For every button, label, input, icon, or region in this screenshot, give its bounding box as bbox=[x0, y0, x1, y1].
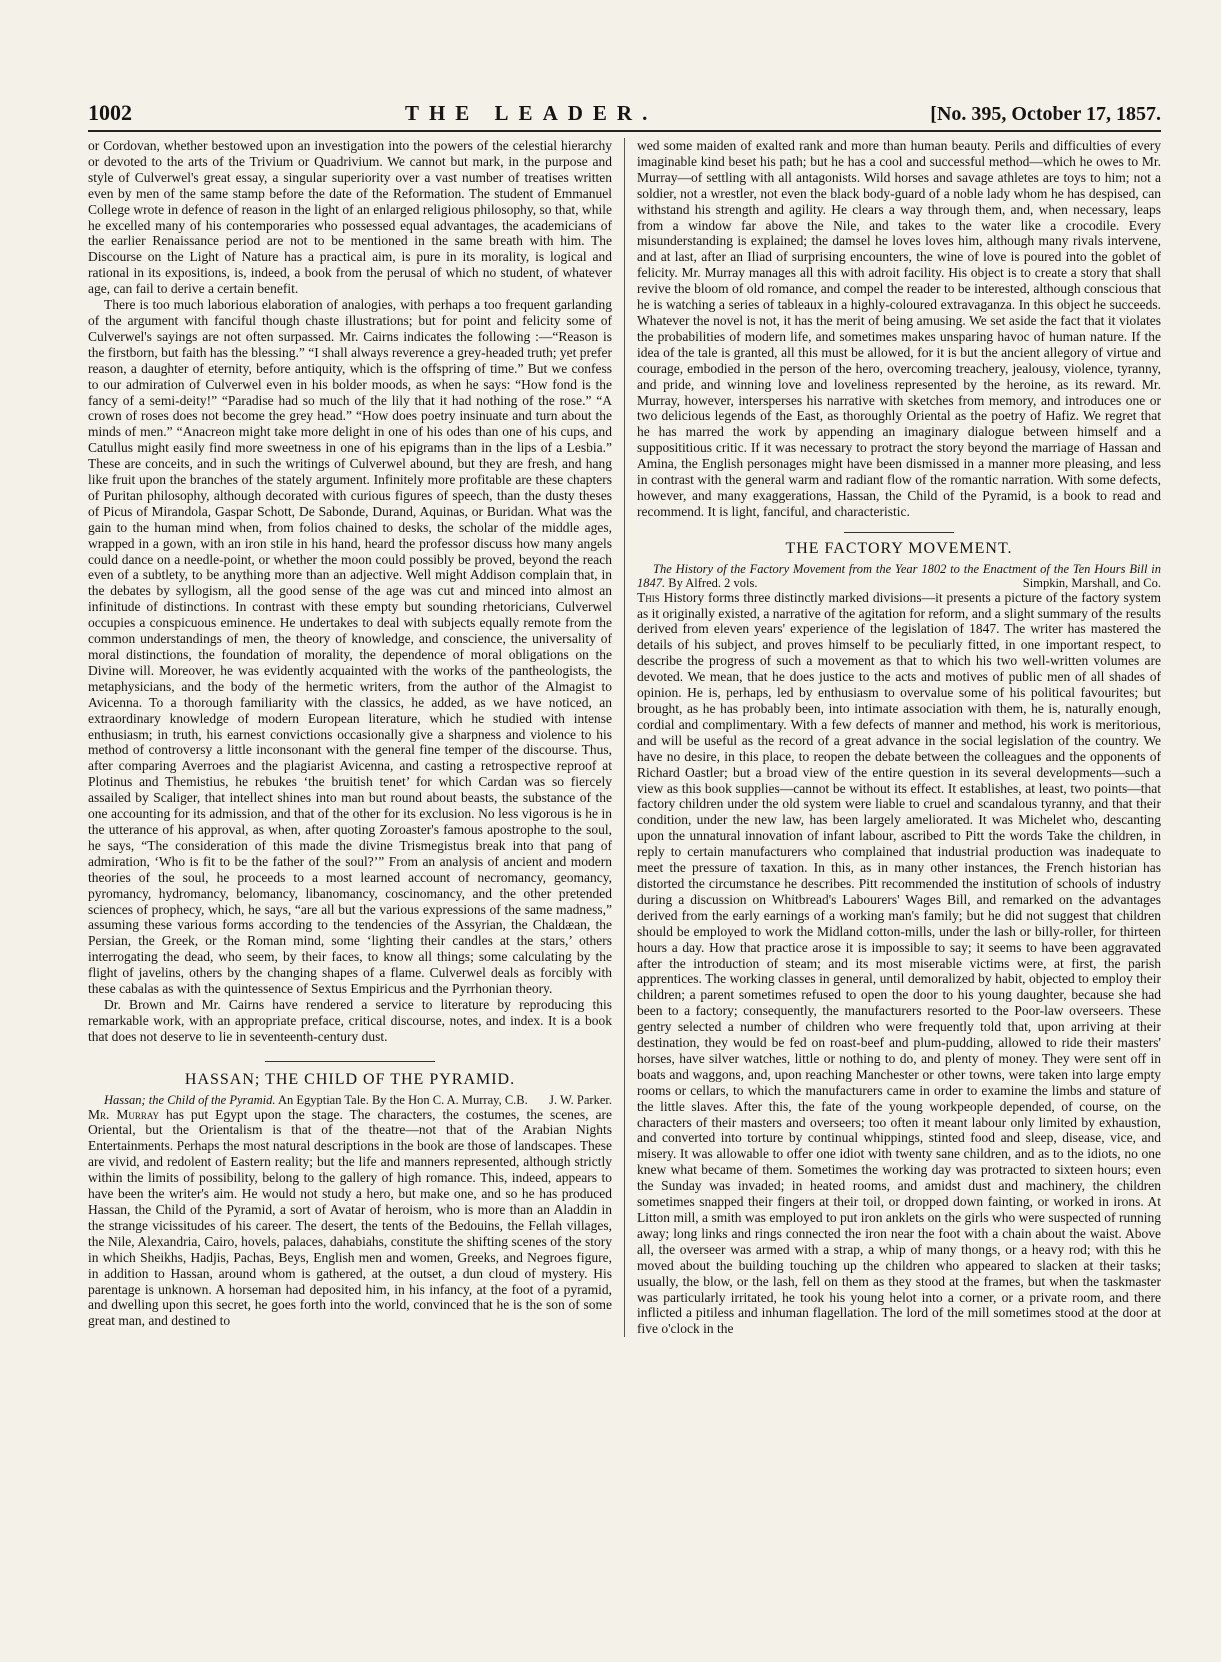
publication-title: THE LEADER. bbox=[404, 101, 658, 125]
hassan-book-details: An Egyptian Tale. By the Hon C. A. Murray, C.B. bbox=[277, 1092, 528, 1107]
columns bbox=[88, 138, 1161, 1337]
hassan-review-paragraph bbox=[88, 1107, 612, 1330]
page-number: 1002 bbox=[88, 100, 132, 125]
factory-book-title: The History of the Factory Movement from the Year 1802 to the Enactment of the Ten Hours Bill in 1847. bbox=[637, 561, 1161, 590]
factory-publisher: Simpkin, Marshall, and Co. bbox=[1022, 575, 1161, 590]
hassan-review-continuation: wed some maiden of exalted rank and more than human beauty. Perils and difficulties of every imaginable kind beset his path; but he has a cool and successful method—which he owes to Mr. Murray—of settling with all antagonists. Wild horses and savage athletes are toys to him; not a soldier, not a wrestler, not even the black body-guard of a noble lady whom he has despised, can withstand his strength and agility. He clears a way through them, and, when necessary, leaps from a window far above the Nile, and takes to the water like a crocodile. Every misunderstanding is explained; the damsel he loves loves him, although many rivals intervene, and at last, after an Iliad of surprising encounters, the wine of love is poured into the goblet of felicity. Mr. Murray manages all this with adroit facility. His object is to create a story that shall revive the bloom of old romance, and compel the reader to be interested, although conscious that he is watching a series of tableaux in a highly-coloured extravaganza. In this object he succeeds. Whatever the novel is not, it has the merit of being amusing. We set aside the fact that it violates the probabilities of modern life, and sometimes makes unsparing havoc of human nature. If the idea of the tale is granted, all this must be allowed, for it is but the ancient allegory of virtue and courage, embodied in the person of the hero, overcoming treachery, jealousy, violence, tyranny, and pride, and winning love and loveliness represented by the heroine, as its reward. Mr. Murray, however, intersperses his narrative with sketches from memory, and introduces one or two delicious legends of the East, as thoroughly Oriental as the poetry of Hafiz. We regret that he has marred the work by appending an imaginary dialogue between himself and a supposititious critic. If it was necessary to protract the story beyond the marriage of Hassan and Amina, the English personages might have been dismissed in a manner more pleasing, and less in contrast with the general warm and radiant flow of the romantic narration. With some defects, however, and many exaggerations, Hassan, the Child of the Pyramid, is a book to read and recommend. It is light, fanciful, and characteristic. bbox=[637, 138, 1161, 519]
section-divider bbox=[265, 1061, 435, 1062]
culverwel-continuation-paragraph: or Cordovan, whether bestowed upon an investigation into the powers of the celestial hierarchy or devoted to the arts of the Trivium or Quadrivium. We cannot but mark, in the purpose and style of Culverwel's great essay, a singular superiority over a vast number of treatises written even by men of the same stamp before the date of the Reformation. The student of Emmanuel College wrote in defence of reason in the light of an enlarged religious philosophy, so that, while he excelled many of his contemporaries who possessed equal advantages, the academicians of the earlier Renaissance period are not to be mentioned in the same breath with him. The Discourse on the Light of Nature has a practical aim, is pure in its morality, is logical and rational in its expositions, is, indeed, a book from the perusal of which no student, of whatever age, can fail to derive a certain benefit. bbox=[88, 138, 612, 297]
page-header bbox=[88, 100, 1161, 132]
factory-heading: THE FACTORY MOVEMENT. bbox=[785, 539, 1013, 557]
factory-lead-in: This bbox=[637, 589, 660, 605]
hassan-publisher: J. W. Parker. bbox=[549, 1092, 612, 1107]
factory-review-paragraph bbox=[637, 590, 1161, 1338]
hassan-heading: HASSAN; THE CHILD OF THE PYRAMID. bbox=[184, 1070, 516, 1088]
hassan-lead-in: Mr. Murray bbox=[88, 1106, 160, 1122]
factory-book-details: By Alfred. 2 vols. bbox=[668, 575, 758, 590]
closing-paragraph: Dr. Brown and Mr. Cairns have rendered a service to literature by reproducing this remarkable work, with an appropriate preface, critical discourse, notes, and index. It is a book that does not deserve to lie in seventeenth-century dust. bbox=[88, 996, 612, 1044]
issue-info: [No. 395, October 17, 1857. bbox=[930, 103, 1161, 125]
analogies-paragraph: There is too much laborious elaboration of analogies, with perhaps a too frequent garlanding of the argument with fanciful though chaste illustrations; but for point and felicity some of Culverwel's sayings are not often surpassed. Mr. Cairns indicates the following :—“Reason is the firstborn, but faith has the blessing.” “I shall always reverence a grey-headed truth; yet prefer reason, a daughter of eternity, before antiquity, which is the offspring of time.” But we confess to our admiration of Culverwel even in his bolder moods, as when he says: “How fond is the fancy of a semi-deity!” “Paradise had so much of the lily that it had nothing of the rose.” “A crown of roses does not become the grey head.” “How does poetry insinuate and turn about the minds of men.” “Anacreon might take more delight in one of his odes than one of his cups, and Catullus might easily find more sweetness in one of his epigrams than in the lips of a Lesbia.” These are conceits, and in such the writings of Culverwel abound, but they are fresh, and hang like fruit upon the branches of the stately argument. Infinitely more profitable are these chapters of Puritan philosophy, although decorated with curious figures of speech, than the dusty theses of Picus of Mirandola, Gaspar Schott, De Sabonde, Durand, Aquinas, or Buridan. What was the gain to the human mind when, from folios chained to desks, the scholar of the middle ages, wrapped in a gown, with an iron stile in his hand, heard the professor discuss how many angels could dance on a needle-point, or whether the moon could possibly be proved, beyond the reach even of a subtlety, to be anything more than an adjective. Well might Addison complain that, in the debates by syllogism, all the good sense of the age was cut and minced into almost an infinitude of distinctions. In contrast with these empty but sounding rhetoricians, Culverwel occupies a conspicuous eminence. He undertakes to deal with subjects equally remote from the common understandings of men, the theory of knowledge, and conscience, the universality of moral distinctions, the foundation of morality, the dependence of moral obligations on the Divine will. Moreover, he was evidently acquainted with the works of the pantheologists, the metaphysicians, and the body of the hermetic writers, from the author of the Almagist to Avicenna. To a thorough familiarity with the classics, he added, as we have noticed, an extraordinary knowledge of modern European literature, which he studied with intense enthusiasm; in truth, his earnest convictions occasionally give a sharpness and violence to his method of controversy a little inconsonant with the general fine temper of the discourse. Thus, after comparing Averroes and the plagiarist Avicenna, and casting a retrospective reproof at Plotinus and Themistius, he rebukes ‘the bruitish tenet’ for which Cardan was so fiercely assailed by Scaliger, that intellect shines into man but round about beasts, the substance of the one accounting for its admission, and that of the other for its exclusion. No less vigorous is he in the utterance of his approval, as when, after quoting Zoroaster's famous apostrophe to the soul, he says, “The consideration of this made the divine Trismegistus break into that pang of admiration, ‘Who is fit to be the father of the soul?’” From an analysis of ancient and modern theories of the soul, he proceeds to a most learned account of necromancy, geomancy, pyromancy, hydromancy, belomancy, libanomancy, coscinomancy, and the other pretended sciences of prophecy, which, he says, “are all but the various expressions of the same madness,” assuming these various forms according to the tendencies of the Assyrian, the Chaldæan, the Persian, the Greek, or the Roman mind, some ‘lighting their candles at the stars,’ others interrogating the dead, who seem, by their faces, to know all things; some calculating by the flight of javelins, others by the changing shapes of a flame. Culverwel deals as forcibly with these cabalas as with the quintessence of Sextus Empiricus and the Pyrrhonian theory. bbox=[88, 297, 612, 997]
hassan-review-text: has put Egypt upon the stage. The characters, the costumes, the scenes, are Oriental, but the Orientalism is that of the theatre—not that of the Arabian Nights Entertainments. Perhaps the most natural descriptions in the book are those of landscapes. These are vivid, and redolent of Eastern reality; but the life and manners represented, although strictly within the limits of possibility, belong to the gallery of high romance. This, indeed, appears to have been the writer's aim. He would not study a hero, but make one, and so he has produced Hassan, the Child of the Pyramid, a sort of Avatar of heroism, who is more than an Aladdin in the strange vicissitudes of his career. The desert, the tents of the Bedouins, the Fellah villages, the Nile, Alexandria, Cairo, hovels, palaces, dahabiahs, constitute the shifting scenes of the story in which Sheikhs, Hadjis, Pachas, Beys, English men and women, Greeks, and Negroes figure, in addition to Hassan, around whom is gathered, at the outset, a dun cloud of mystery. His parentage is unknown. A horseman had deposited him, in his infancy, at the foot of a pyramid, and dwelling upon this secret, he goes forth into the world, convinced that he is the son of some great man, and destined to bbox=[88, 1106, 612, 1329]
factory-citation bbox=[637, 562, 1161, 590]
left-column bbox=[88, 138, 612, 1337]
factory-review-text: History forms three distinctly marked divisions—it presents a picture of the factory system as it originally existed, a narrative of the agitation for reform, and a slight summary of the results derived from eleven years' experience of the legislation of 1847. The writer has mastered the details of his subject, and proves himself to be peculiarly fitted, in one important respect, to describe the progress of such a movement as that to which his two well-written volumes are devoted. We mean, that he does justice to the acts and motives of public men of all shades of opinion. He is, perhaps, led by enthusiasm to overvalue some of his political favourites; but brought, as he has probably been, into intimate association with them, he is, naturally enough, cordial and complimentary. With a few defects of manner and method, his work is meritorious, and will be useful as the record of a great advance in the social legislation of the country. We have no desire, in this place, to reopen the debate between the colleagues and the opponents of Richard Oastler; but a broad view of the entire question in its several developments—such a view as this book supplies—cannot be without its effect. It establishes, at least, two points—that factory children under the old system were liable to cruel and scandalous tyranny, and that their condition, under the new law, has been largely ameliorated. It was Michelet who, descanting upon the unnatural innovation of infant labour, ascribed to Pitt the words Take the children, in reply to certain manufacturers who complained that industrial production was inadequate to meet the pressure of taxation. In this, as in many other instances, the French historian has distorted the circumstance he describes. Pitt recommended the institution of schools of industry during a discussion on Whitbread's Labourers' Wages Bill, and remarked on the advantages derived from the early earnings of a working man's family; but he did not suggest that children should be employed to work the Midland cotton-mills, under the lash or billy-roller, for thirteen hours a day. How that practice arose it is impossible to say; it seems to have been aggravated after the introduction of steam; and its most miserable victims were, at first, the parish apprentices. The working classes in general, until demoralized by habit, objected to employ their children; a parent sometimes refused to open the door to his young daughter, because she had been to a factory; consequently, the manufacturers resorted to the Poor-law overseers. These gentry selected a number of children who were frequently told that, upon arriving at their destination, they would be fed on roast-beef and plum-pudding, allowed to ride their masters' horses, have silver watches, little or nothing to do, and plenty of money. They were sent off in boats and waggons, and, upon reaching Manchester or other towns, were taken into large empty rooms or cellars, to which the manufacturers came in order to examine the limbs and stature of the little slaves. After this, the fate of the young workpeople depended, of course, on the characters of their masters and overseers; too often it meant labour only limited by exhaustion, and converted into torture by continual whippings, stinted food and sleep, disease, vice, and misery. It was allowable to offer one idiot with twenty sane children, and as to the idiots, no one knew what became of them. Sometimes the working day was protracted to sixteen hours; even the Sunday was invaded; in heated rooms, and amidst dust and machinery, the children sometimes snapped their fingers at their toil, or dropped down fainting, or worked in irons. At Litton mill, a smith was employed to put iron anklets on the girls who were suspected of running away; long links and rings connected the iron near the foot with a chain about the waist. Above all, the overseer was armed with a strap, a whip of many thongs, or a heavy rod; with this he moved about the building touching up the children who appeared to slacken at their tasks; usually, the blow, or the lash, fell on them as they stood at the frames, but when the taskmaster was particularly irritated, he took his young helot into a corner, or a private room, and there inflicted a pitiless and inhuman flagellation. The lord of the mill sometimes stood at the door at five o'clock in the bbox=[637, 589, 1161, 1337]
section-divider bbox=[844, 532, 954, 533]
right-column bbox=[624, 138, 1161, 1337]
hassan-book-title: Hassan; the Child of the Pyramid. bbox=[104, 1092, 276, 1107]
hassan-citation bbox=[88, 1093, 612, 1107]
